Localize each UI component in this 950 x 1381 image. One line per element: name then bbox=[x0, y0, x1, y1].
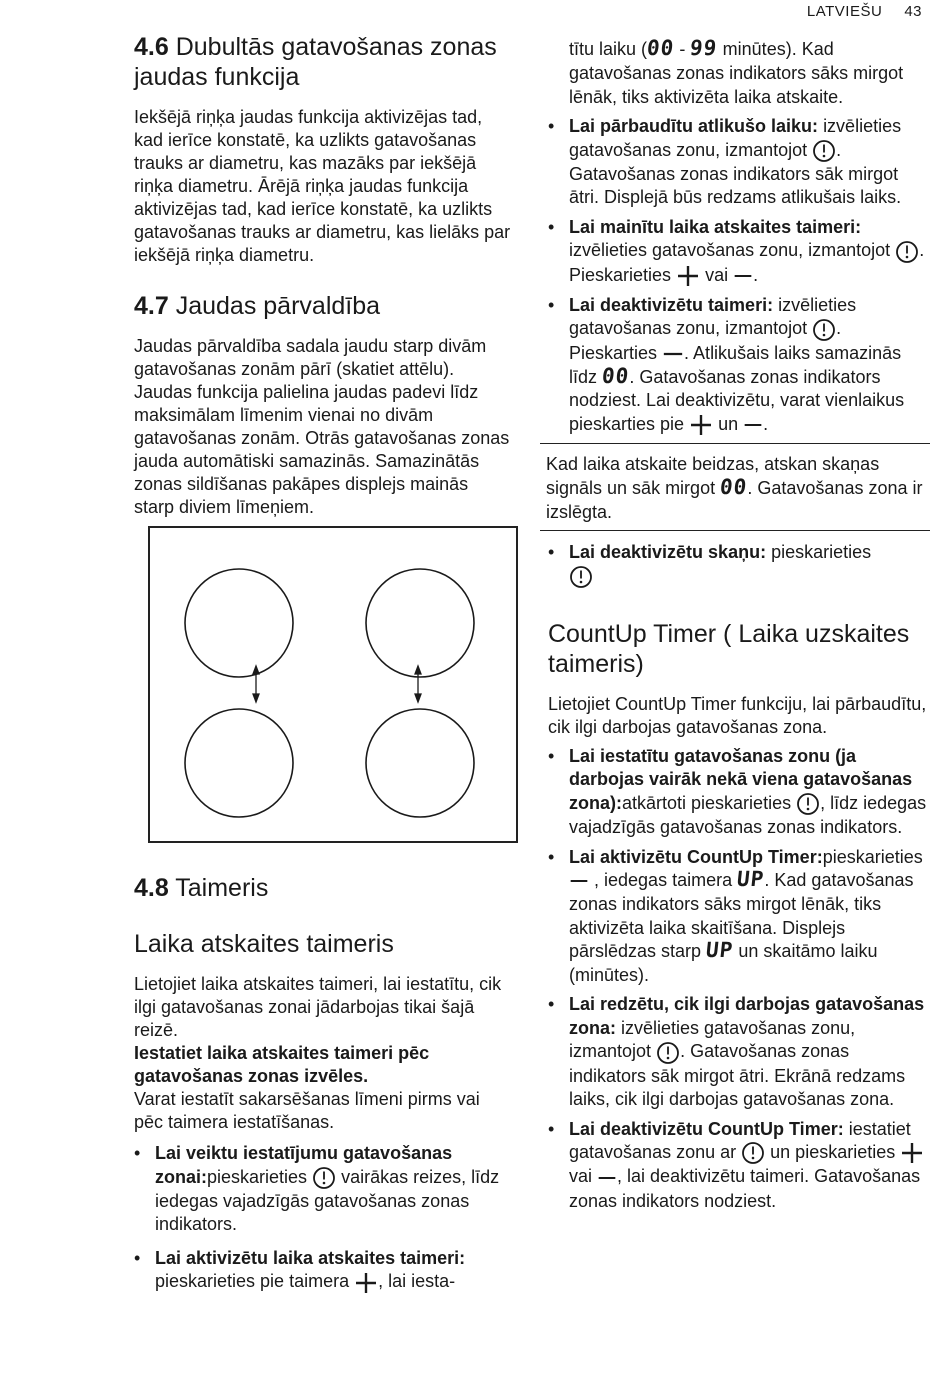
page-number: 43 bbox=[904, 3, 922, 20]
display-up: UP bbox=[735, 867, 766, 891]
timer-icon bbox=[812, 318, 836, 342]
countup-intro: Lietojiet CountUp Timer funkciju, lai pārbaudītu, cik ilgi darbojas gatavošanas zona. bbox=[548, 693, 927, 737]
countup-steps bbox=[548, 745, 930, 1213]
display-00: 00 bbox=[600, 363, 631, 388]
plus-icon bbox=[354, 1271, 378, 1295]
list-item: • Lai pārbaudītu atlikušo laiku: izvēlieties gatavošanas zonu, izmantojot . Gatavošanas zonas indikators sāk mirgot ātri. Displejā būs redzams atlikušais laiks. bbox=[548, 115, 930, 210]
minus-icon bbox=[569, 869, 589, 893]
zone-top-left bbox=[185, 569, 293, 677]
countdown-intro: Lietojiet laika atskaites taimeri, lai iestatītu, cik ilgi gatavošanas zonai jādarbojas tikai šajā reizē. bbox=[134, 974, 502, 1040]
display-up: UP bbox=[704, 938, 735, 963]
list-item: • Lai veiktu iestatījumu gatavošanas zonai:pieskarieties vairākas reizes, līdz iedegas vajadzīgās gatavošanas zonas indikators. bbox=[134, 1142, 512, 1237]
zone-bottom-right bbox=[366, 709, 474, 817]
list-item: • Lai deaktivizētu skaņu: pieskarieties bbox=[548, 541, 930, 589]
list-item: • Lai aktivizētu CountUp Timer:pieskarieties , iedegas taimera UP. Kad gatavošanas zonas indikators sāks mirgot lēnāk, tiks aktivizēta laika skaitīšana. Displejs pārslēdzas starp UP un skaitāmo laiku (minūtes). bbox=[548, 846, 930, 988]
timer-icon bbox=[312, 1166, 336, 1190]
countdown-steps-continued bbox=[548, 115, 930, 437]
display-00: 00 bbox=[718, 475, 749, 499]
minus-icon bbox=[743, 413, 763, 437]
minus-icon bbox=[597, 1166, 617, 1190]
display-00: 00 bbox=[645, 36, 676, 60]
left-column bbox=[134, 32, 512, 1301]
section-4-8-heading: 4.8 Taimeris bbox=[134, 874, 269, 902]
timer-icon bbox=[741, 1141, 765, 1165]
countup-heading: CountUp Timer ( Laika uzskaites taimeris) bbox=[548, 619, 910, 678]
countdown-steps bbox=[134, 1142, 512, 1295]
right-column bbox=[548, 37, 930, 1219]
section-4-7-body: Jaudas pārvaldība sadala jaudu starp divām gatavošanas zonām pārī (skatiet attēlu). Jaudas funkcija palielina jaudas padevi līdz maksimālam līmenim vienai no divām gatavošanas zonām. Otrās gatavošanas zonas jauda automātiski samazinās. Samazinātās zonas sildīšanas pakāpes displejs mainās starp diviem līmeņiem. bbox=[134, 336, 510, 517]
minus-icon bbox=[733, 264, 753, 288]
page-header bbox=[785, 3, 922, 20]
section-4-6-heading: 4.6 Dubultās gatavošanas zonas jaudas funkcija bbox=[134, 33, 497, 91]
section-4-7-heading: 4.7 Jaudas pārvaldība bbox=[134, 292, 381, 320]
timer-icon bbox=[796, 792, 820, 816]
zone-bottom-left bbox=[185, 709, 293, 817]
section-4-6-body: Iekšējā riņķa jaudas funkcija aktivizējas tad, kad ierīce konstatē, ka uzlikts gatavošanas trauks ar diametru, kas mazāks par iekšējā riņķa diametru. Ārējā riņķa jaudas funkcija aktivizējas tad, kad ierīce konstatē, ka uzlikts gatavošanas trauks ar diametru, kas lielāks par iekšējā riņķa diametru. bbox=[134, 107, 511, 265]
link-arrow-right bbox=[415, 666, 421, 702]
timer-icon bbox=[812, 139, 836, 163]
minus-icon bbox=[662, 342, 684, 366]
list-item: • Lai redzētu, cik ilgi darbojas gatavošanas zona: izvēlieties gatavošanas zonu, izmantojot . Gatavošanas zonas indikators sāk mirgot ātri. Ekrānā redzams laiks, cik ilgi darbojas gatavošanas zona. bbox=[548, 993, 930, 1111]
list-item: • Lai mainītu laika atskaites taimeri: izvēlieties gatavošanas zonu, izmantojot . Pieskarieties vai . bbox=[548, 216, 930, 288]
timer-icon bbox=[656, 1041, 680, 1065]
plus-icon bbox=[900, 1141, 924, 1165]
list-item: • Lai deaktivizētu taimeri: izvēlieties gatavošanas zonu, izmantojot . Pieskarties . Atlikušais laiks samazinās līdz 00. Gatavošanas zonas indikators nodziest. Lai deaktivizētu, varat vienlaikus pieskarties pie un . bbox=[548, 294, 930, 437]
language-label: LATVIEŠU bbox=[806, 3, 883, 20]
timer-continuation: tītu laiku (00 - 99 minūtes). Kad gatavošanas zonas indikators sāks mirgot lēnāk, tiks aktivizēta laika atskaite. bbox=[569, 36, 904, 107]
timer-end-note: Kad laika atskaite beidzas, atskan skaņas signāls un sāk mirgot 00. Gatavošanas zona ir izslēgta. bbox=[540, 443, 930, 531]
plus-icon bbox=[689, 413, 713, 437]
countdown-bold-line: Iestatiet laika atskaites taimeri pēc gatavošanas zonas izvēles. bbox=[134, 1043, 430, 1086]
timer-icon bbox=[569, 565, 593, 589]
display-99: 99 bbox=[689, 36, 719, 60]
timer-icon bbox=[895, 240, 919, 264]
power-management-figure bbox=[148, 526, 518, 843]
list-item: • Lai deaktivizētu CountUp Timer: iestatiet gatavošanas zonu ar un pieskarieties vai , lai deaktivizētu taimeri. Gatavošanas zonas indikators nodziest. bbox=[548, 1118, 930, 1214]
countdown-timer-heading: Laika atskaites taimeris bbox=[134, 930, 394, 958]
list-item: • Lai iestatītu gatavošanas zonu (ja darbojas vairāk nekā viena gatavošanas zona):atkārtoti pieskarieties , līdz iedegas vajadzīgās gatavošanas zonas indikators. bbox=[548, 745, 930, 840]
zone-top-right bbox=[366, 569, 474, 677]
list-item: • Lai aktivizētu laika atskaites taimeri: pieskarieties pie taimera , lai iesta- bbox=[134, 1247, 512, 1295]
countdown-line2: Varat iestatīt sakarsēšanas līmeni pirms vai pēc taimera iestatīšanas. bbox=[134, 1089, 480, 1132]
plus-icon bbox=[676, 264, 700, 288]
sound-steps bbox=[548, 541, 930, 589]
link-arrow-left bbox=[253, 666, 259, 702]
